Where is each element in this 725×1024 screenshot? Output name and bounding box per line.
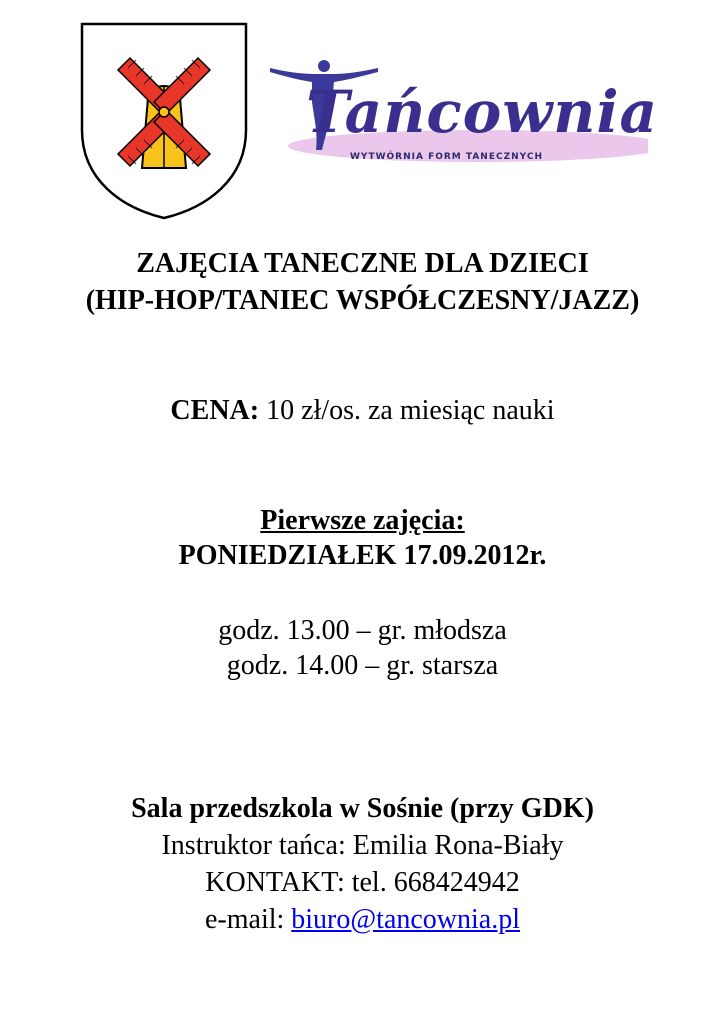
windmill-crest-icon [78, 20, 250, 220]
title-line-2: (HIP-HOP/TANIEC WSPÓŁCZESNY/JAZZ) [85, 285, 640, 316]
email-link[interactable]: biuro@tancownia.pl [291, 904, 521, 935]
price-line [0, 395, 725, 427]
first-class-heading: Pierwsze zajęcia: [260, 505, 465, 536]
email-label: e-mail: [204, 904, 292, 935]
time-slot-older: godz. 14.00 – gr. starsza [226, 650, 499, 681]
first-class-date: PONIEDZIAŁEK 17.09.2012r. [178, 540, 547, 571]
logo-tagline: WYTWÓRNIA FORM TANECZNYCH [350, 152, 543, 162]
tancownia-logo [268, 60, 659, 178]
venue-line: Sala przedszkola w Sośnie (przy GDK) [131, 793, 594, 824]
price-value: 10 zł/os. za miesiąc nauki [259, 395, 555, 426]
time-slot-younger: godz. 13.00 – gr. młodsza [218, 615, 507, 646]
price-label: CENA: [170, 395, 260, 426]
email-line [0, 904, 725, 936]
title-line-1: ZAJĘCIA TANECZNE DLA DZIECI [136, 248, 589, 279]
instructor-line: Instruktor tańca: Emilia Rona-Biały [161, 830, 564, 861]
logo-wordmark: Tańcownia [306, 78, 659, 146]
contact-line: KONTAKT: tel. 668424942 [205, 867, 520, 898]
